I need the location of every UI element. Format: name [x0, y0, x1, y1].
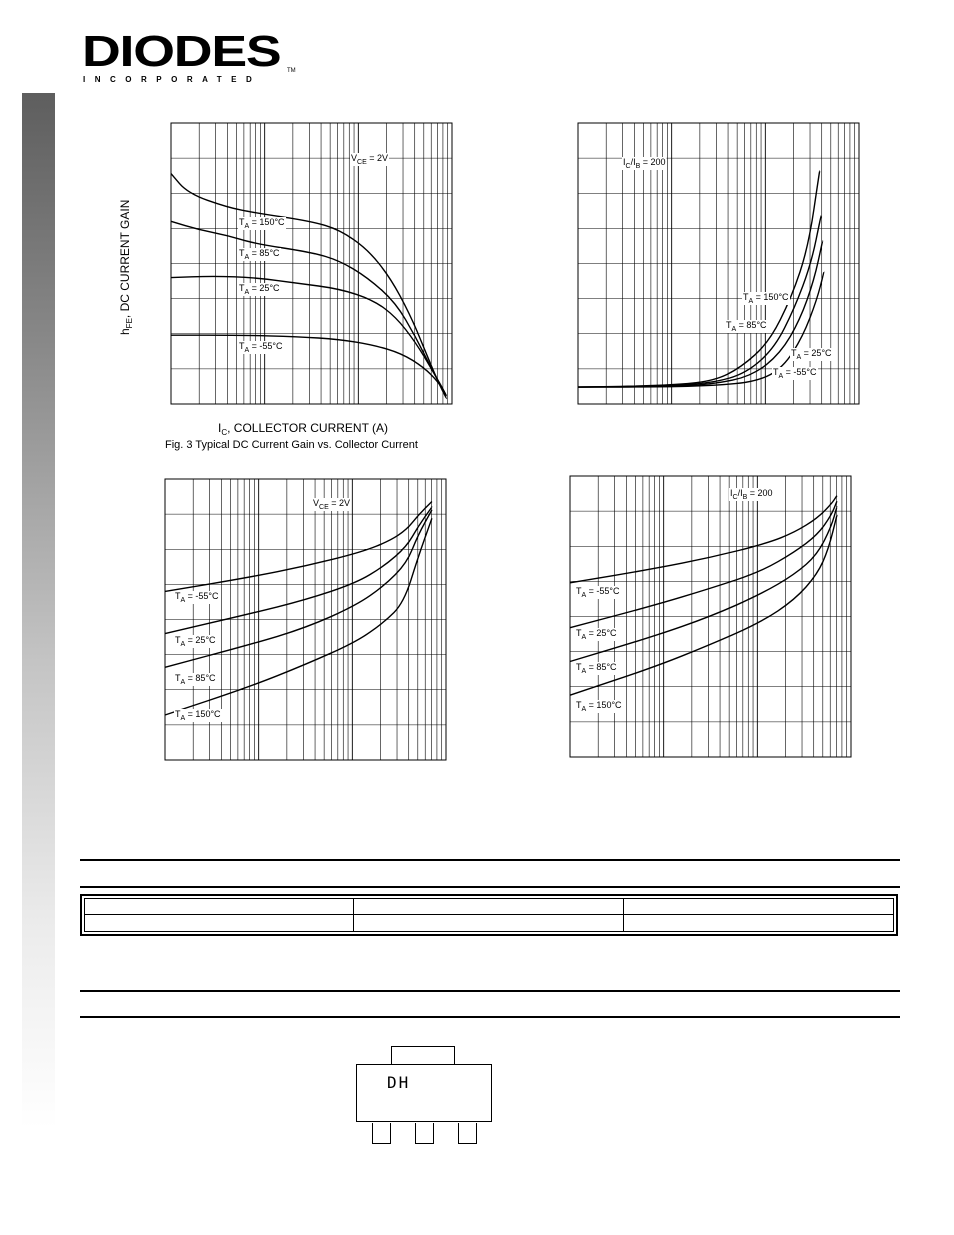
diodes-logo — [82, 27, 296, 86]
grid-lines — [578, 123, 859, 404]
logo-subtitle: INCORPORATED — [83, 75, 262, 84]
series-line-0 — [570, 496, 837, 583]
grid-lines — [171, 123, 452, 404]
series-label-3: $T_A = 150^\circ C$ — [175, 709, 221, 722]
logo-wordmark: DIODES — [82, 27, 281, 76]
series-label-2: $T_A = 85^\circ C$ — [175, 673, 216, 686]
series-line-3 — [171, 335, 446, 395]
series-label-0: $T_A = 150^\circ C$ — [239, 217, 285, 230]
series-label-2: $T_A = 25^\circ C$ — [791, 348, 832, 361]
section-rule-4 — [80, 1016, 900, 1018]
table-cell — [354, 915, 623, 931]
series-label-2: $T_A = 85^\circ C$ — [576, 662, 617, 675]
table-cell — [85, 915, 354, 931]
condition-label: $V_{CE} = 2V$ — [313, 498, 351, 511]
section-rule-3 — [80, 990, 900, 992]
series-line-0 — [171, 174, 446, 399]
package-lead — [458, 1123, 477, 1144]
fig3-y-axis-label: $h_{FE}$, DC CURRENT GAIN — [118, 199, 134, 335]
condition-label: $I_C/I_B = 200$ — [730, 488, 773, 501]
series-label-3: $T_A = 150^\circ C$ — [576, 700, 622, 713]
series-line-2 — [171, 276, 446, 395]
chart-fig6 — [570, 476, 851, 757]
table-cell — [354, 899, 623, 915]
series-line-0 — [578, 171, 820, 387]
table-cell — [624, 915, 893, 931]
series-label-1: $T_A = 85^\circ C$ — [726, 320, 767, 333]
chart-fig3 — [171, 123, 452, 404]
fig3-x-axis-label: $I_C$, COLLECTOR CURRENT (A) — [218, 421, 389, 437]
package-marking-drawing — [355, 1046, 493, 1146]
ordering-info-table — [80, 894, 898, 936]
fig3-caption: Fig. 3 Typical DC Current Gain vs. Collector Current — [165, 439, 418, 451]
series-line-2 — [578, 241, 823, 387]
condition-label: $I_C/I_B = 200$ — [623, 157, 666, 170]
package-lead — [372, 1123, 391, 1144]
series-line-1 — [570, 501, 837, 627]
package-marking-code: DH — [387, 1073, 411, 1092]
table-cell — [85, 899, 354, 915]
chart-fig4 — [578, 123, 859, 404]
side-gradient-bar — [22, 93, 55, 1128]
table-cell — [624, 899, 893, 915]
series-label-0: $T_A = -55^\circ C$ — [576, 586, 620, 599]
section-rule-2 — [80, 886, 900, 888]
series-line-1 — [171, 221, 446, 395]
section-rule-1 — [80, 859, 900, 861]
package-tab — [391, 1046, 455, 1065]
series-label-0: $T_A = 150^\circ C$ — [743, 292, 789, 305]
series-label-1: $T_A = 25^\circ C$ — [175, 635, 216, 648]
logo-trademark: TM — [287, 68, 296, 74]
series-label-1: $T_A = 25^\circ C$ — [576, 628, 617, 641]
series-label-3: $T_A = -55^\circ C$ — [773, 367, 817, 380]
series-label-3: $T_A = -55^\circ C$ — [239, 341, 283, 354]
condition-label: $V_{CE} = 2V$ — [351, 153, 389, 166]
package-body — [356, 1064, 492, 1122]
series-label-2: $T_A = 25^\circ C$ — [239, 283, 280, 296]
series-label-0: $T_A = -55^\circ C$ — [175, 591, 219, 604]
package-lead — [415, 1123, 434, 1144]
chart-fig5 — [165, 479, 446, 760]
series-label-1: $T_A = 85^\circ C$ — [239, 248, 280, 261]
